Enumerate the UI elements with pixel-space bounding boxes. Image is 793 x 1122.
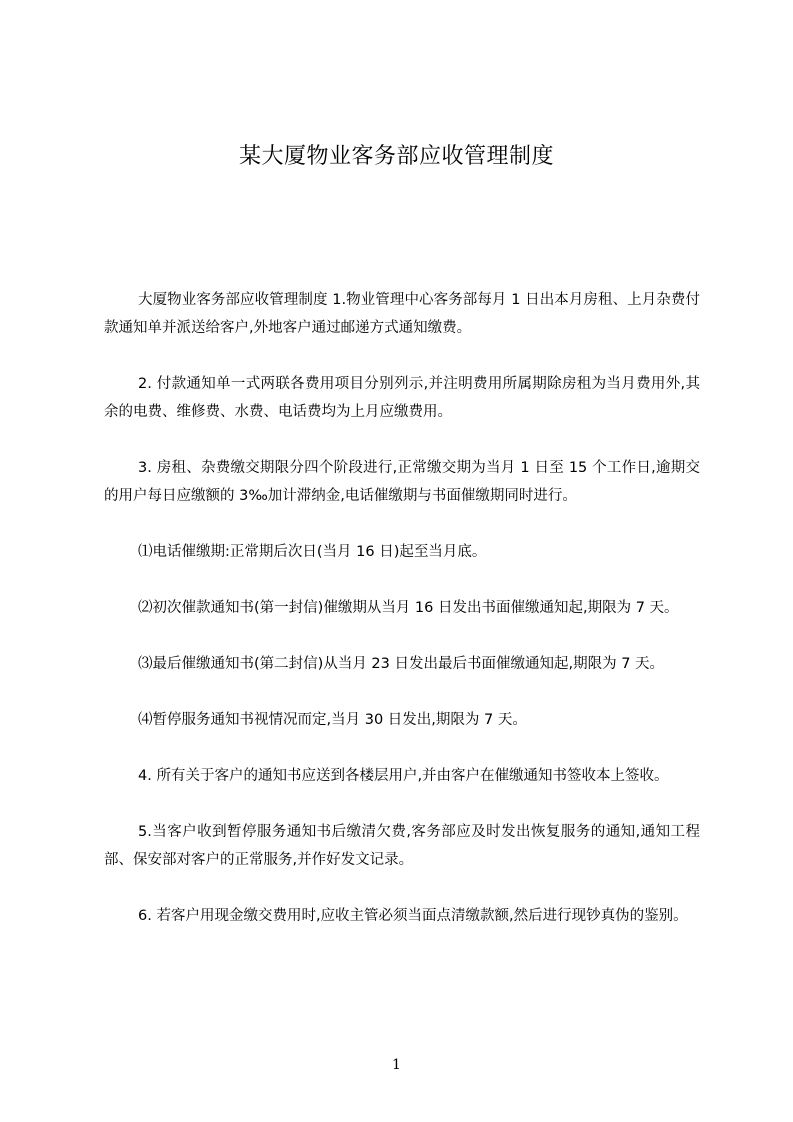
paragraph-subitem-2: ⑵初次催款通知书(第一封信)催缴期从当月 16 日发出书面催缴通知起,期限为 7 天。 xyxy=(138,600,679,616)
document-title: 某大厦物业客务部应收管理制度 xyxy=(238,144,554,169)
paragraph-intro: 大厦物业客务部应收管理制度 1.物业管理中心客务部每月 1 日出本月房租、上月杂费付款通知单并派送给客户,外地客户通过邮递方式通知缴费。 xyxy=(104,292,700,336)
paragraph-item-6: 6. 若客户用现金缴交费用时,应收主管必须当面点清缴款额,然后进行现钞真伪的鉴别。 xyxy=(138,908,688,924)
document-body xyxy=(104,286,700,958)
paragraph-item-4: 4. 所有关于客户的通知书应送到各楼层用户,并由客户在催缴通知书签收本上签收。 xyxy=(138,768,669,784)
paragraph-item-3: 3. 房租、杂费缴交期限分四个阶段进行,正常缴交期为当月 1 日至 15 个工作日,逾期交的用户每日应缴额的 3‰加计滞纳金,电话催缴期与书面催缴期同时进行。 xyxy=(104,460,700,504)
paragraph-subitem-3: ⑶最后催缴通知书(第二封信)从当月 23 日发出最后书面催缴通知起,期限为 7 天。 xyxy=(138,656,665,672)
paragraph-item-2: 2. 付款通知单一式两联各费用项目分别列示,并注明费用所属期除房租为当月费用外,其余的电费、维修费、水费、电话费均为上月应缴费用。 xyxy=(104,376,700,420)
page-number: 1 xyxy=(392,1057,401,1073)
paragraph-subitem-1: ⑴电话催缴期:正常期后次日(当月 16 日)起至当月底。 xyxy=(138,544,487,560)
paragraph-subitem-4: ⑷暂停服务通知书视情况而定,当月 30 日发出,期限为 7 天。 xyxy=(138,712,527,728)
paragraph-item-5: 5.当客户收到暂停服务通知书后缴清欠费,客务部应及时发出恢复服务的通知,通知工程部、保安部对客户的正常服务,并作好发文记录。 xyxy=(104,824,700,868)
